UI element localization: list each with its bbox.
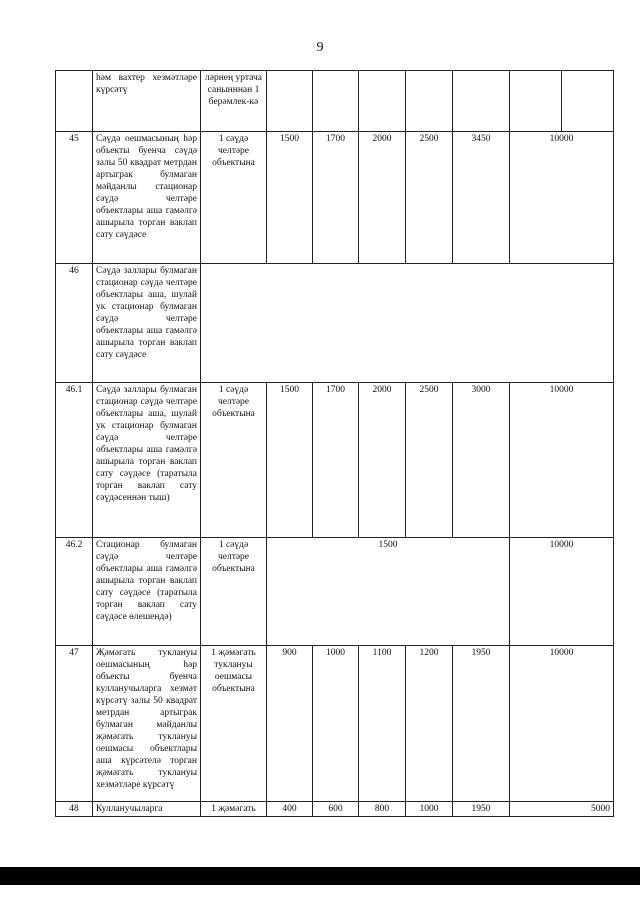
tariff-table bbox=[55, 70, 614, 817]
table-row bbox=[56, 802, 614, 817]
row-description: Стационар булмаган сәүдә челтәре объектлары аша гамәлгә ашырыла торган ваклап сату сәүдәсе (таратыла торган ваклап сату сәүдәсе өлешендә) bbox=[93, 538, 201, 646]
row-number: 47 bbox=[56, 646, 93, 802]
rate-value: 2500 bbox=[406, 383, 453, 538]
rate-value: 2000 bbox=[359, 383, 406, 538]
row-unit: 1 сәүдә челтәре объектына bbox=[201, 132, 267, 264]
row-number: 45 bbox=[56, 132, 93, 264]
rate-value: 10000 bbox=[510, 383, 614, 538]
row-number: 46 bbox=[56, 264, 93, 383]
rate-value: 1000 bbox=[313, 646, 359, 802]
rate-value: 900 bbox=[267, 646, 313, 802]
rate-value: 1000 bbox=[406, 802, 453, 817]
rate-value: 3000 bbox=[453, 383, 510, 538]
row-description: һәм вахтер хезмәтләре күрсәтү bbox=[93, 71, 201, 132]
table-row bbox=[56, 71, 614, 132]
row-description: Сәүдә оешмасының һәр объекты буенча сәүдә залы 50 квадрат метрдан артыграк булмаган мәйданлы стационар сәүдә челтәре объектлары аша гамәлгә ашырыла торган ваклап сату сәүдәсе bbox=[93, 132, 201, 264]
rate-value: 1950 bbox=[453, 802, 510, 817]
row-unit: 1 сәүдә челтәре объектына bbox=[201, 538, 267, 646]
rate-value: 10000 bbox=[510, 538, 614, 646]
rate-value: 400 bbox=[267, 802, 313, 817]
row-number: 46.2 bbox=[56, 538, 93, 646]
row-unit: 1 җәмәгать туклануы оешмасы объектына bbox=[201, 646, 267, 802]
table-row bbox=[56, 538, 614, 646]
row-number bbox=[56, 71, 93, 132]
rate-value: 1700 bbox=[313, 383, 359, 538]
rate-value: 10000 bbox=[510, 132, 614, 264]
row-description: Сәүдә заллары булмаган стационар сәүдә челтәре объектлары аша, шулай ук стационар булмаган сәүдә челтәре объектлары аша гамәлгә ашырыла торган ваклап сату сәүдәсе (таратыла торган ваклап сату сәүдәсеннән тыш) bbox=[93, 383, 201, 538]
row-description: Җәмәгать туклануы оешмасының һәр объекты буенча кулланучыларга хезмәт күрсәтү залы 50 квадрат метрдан артыграк булмаган мәйданлы җәмәгать туклануы оешмасы объектлары аша күрсәтелә торган җәмәгать туклануы хезмәтләре күрсәтү bbox=[93, 646, 201, 802]
rate-value-merged: 1500 bbox=[267, 538, 510, 646]
row-description: Кулланучыларга bbox=[93, 802, 201, 817]
rate-value: 2500 bbox=[406, 132, 453, 264]
row-unit: 1 сәүдә челтәре объектына bbox=[201, 383, 267, 538]
rate-value: 600 bbox=[313, 802, 359, 817]
rate-value: 2000 bbox=[359, 132, 406, 264]
rate-value: 1700 bbox=[313, 132, 359, 264]
rate-value: 1500 bbox=[267, 132, 313, 264]
page-number: 9 bbox=[316, 40, 324, 55]
row-number: 48 bbox=[56, 802, 93, 817]
rate-value: 800 bbox=[359, 802, 406, 817]
table-row bbox=[56, 264, 614, 383]
rate-value: 1100 bbox=[359, 646, 406, 802]
row-unit: 1 җәмәгать bbox=[201, 802, 267, 817]
row-description: Сәүдә заллары булмаган стационар сәүдә челтәре объектлары аша, шулай ук стационар булмаган сәүдә челтәре объектлары аша гамәлгә ашырыла торган ваклап сату сәүдәсе bbox=[93, 264, 201, 383]
rate-value: 1950 bbox=[453, 646, 510, 802]
table-row bbox=[56, 646, 614, 802]
rate-value: 10000 bbox=[510, 646, 614, 802]
rate-value: 5000 bbox=[510, 802, 614, 817]
scan-edge-bar bbox=[0, 867, 640, 885]
rate-value: 1500 bbox=[267, 383, 313, 538]
rate-value: 3450 bbox=[453, 132, 510, 264]
row-unit: ләрнең уртача санынннан 1 берәмлек-кә bbox=[201, 71, 267, 132]
rate-value: 1200 bbox=[406, 646, 453, 802]
table-row bbox=[56, 383, 614, 538]
table-row bbox=[56, 132, 614, 264]
row-number: 46.1 bbox=[56, 383, 93, 538]
